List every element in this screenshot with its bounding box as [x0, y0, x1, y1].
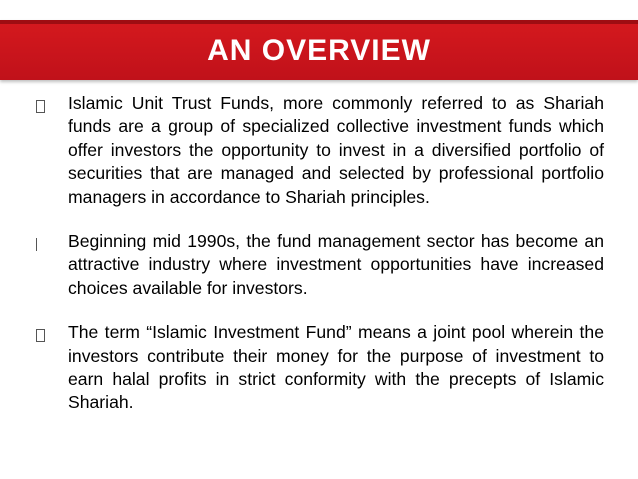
bullet-text: Islamic Unit Trust Funds, more commonly referred to as Shariah funds are a group of specialized collective investment funds which offer investors the opportunity to invest in a diversified portfolio of securities that are managed and selected by professional portfolio managers in accordance to Shariah principles.	[68, 93, 604, 207]
slide-title: AN OVERVIEW	[207, 34, 431, 67]
bullet-item	[34, 230, 604, 300]
slide-body	[34, 92, 604, 415]
bar-bullet-icon	[36, 238, 38, 251]
square-bullet-icon	[36, 329, 45, 342]
bullet-text: The term “Islamic Investment Fund” means a joint pool wherein the investors contribute their money for the purpose of investment to earn halal profits in strict conformity with the precepts of Islamic Shariah.	[68, 322, 604, 413]
bullet-text: Beginning mid 1990s, the fund management sector has become an attractive industry where investment opportunities have increased choices available for investors.	[68, 231, 604, 298]
title-bar-top-line	[0, 20, 638, 24]
bullet-item	[34, 92, 604, 209]
square-bullet-icon	[36, 100, 45, 113]
bullet-item	[34, 321, 604, 415]
title-bar	[0, 20, 638, 80]
